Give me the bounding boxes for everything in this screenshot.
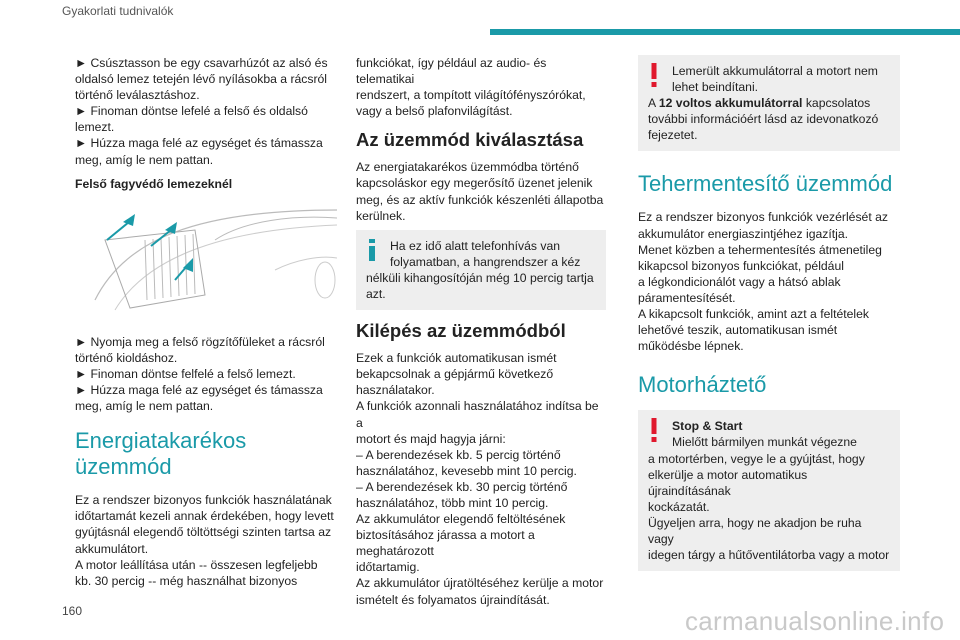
- body-line: Az akkumulátor elegendő feltöltésének: [356, 512, 566, 527]
- body-line: használatakor.: [356, 383, 435, 398]
- body-line: A motor leállítása után ‑‑ összesen legfeljebb: [75, 557, 318, 572]
- step-line: történő kioldáshoz.: [75, 350, 178, 365]
- warning-line: lehet beindítani.: [672, 80, 759, 95]
- info-note: [356, 230, 606, 310]
- front-grille-illustration: [75, 200, 337, 320]
- note-line: folyamatban, a hangrendszer a kéz: [390, 254, 581, 269]
- info-icon: [368, 239, 376, 261]
- body-line: kerülnek.: [356, 208, 406, 223]
- warning-line: elkerülje a motor automatikus újraindításának: [648, 467, 808, 498]
- body-line: akkumulátor energiaszintjéhez igazítja.: [638, 226, 849, 241]
- body-line: használatához, több mint 10 percig.: [356, 495, 549, 510]
- body-line: – A berendezések kb. 30 percig történő: [356, 479, 568, 494]
- warning-line-mixed: [648, 95, 890, 111]
- header-accent-bar: [490, 29, 960, 35]
- body-line: páramentesítését.: [638, 290, 736, 305]
- warning-note-battery: [638, 55, 900, 151]
- subheading: Felső fagyvédő lemezeknél: [75, 176, 233, 191]
- step-line: ► Húzza maga felé az egységet és támassza: [75, 136, 323, 151]
- warning-line: további információért lásd az idevonatkozó: [648, 112, 879, 127]
- body-line: Az energiatakarékos üzemmódba történő: [356, 160, 579, 175]
- body-line: – A berendezések kb. 5 percig történő: [356, 447, 561, 462]
- warning-text: kapcsolatos: [802, 96, 871, 111]
- body-line: használatához, kevesebb mint 10 percig.: [356, 463, 577, 478]
- warning-exclamation-icon: [650, 63, 658, 87]
- mode-selection-body: [356, 159, 606, 223]
- body-line: Ezek a funkciók automatikusan ismét: [356, 351, 557, 366]
- body-line: vagy a belső plafonvilágítást.: [356, 104, 513, 119]
- body-line: akkumulátort.: [75, 541, 149, 556]
- warning-line: Ügyeljen arra, hogy ne akadjon be ruha vagy: [648, 515, 862, 546]
- step-line: ► Csúsztasson be egy csavarhúzót az alsó és: [75, 56, 328, 70]
- column-1: [75, 55, 337, 595]
- section-title-load-shedding: Tehermentesítő üzemmód: [638, 171, 893, 197]
- step-line: ► Finoman döntse felfelé a felső lemezt.: [75, 366, 296, 381]
- body-line: motort és majd hagyja járni:: [356, 431, 506, 446]
- energy-saving-body: [75, 492, 337, 589]
- body-line: meg, és az aktív funkciók készenléti állapotba: [356, 192, 604, 207]
- section-title-mode-selection: Az üzemmód kiválasztása: [356, 129, 584, 151]
- note-line: Ha ez idő alatt telefonhívás van: [390, 238, 561, 253]
- body-line: Az akkumulátor újratöltéséhez kerülje a motor: [356, 576, 604, 591]
- body-line: A funkciók azonnali használatához indítsa be a: [356, 399, 599, 430]
- title-line: üzemmód: [75, 454, 172, 480]
- note-line: azt.: [366, 287, 386, 302]
- body-line: biztosításához járassa a motort a meghatározott: [356, 528, 535, 559]
- note-line: nélküli kihangosítóján még 10 percig tartja: [366, 270, 594, 285]
- body-line: bekapcsolnak a gépjármű következő: [356, 367, 554, 382]
- body-line: A kikapcsolt funkciók, amint azt a feltételek: [638, 307, 869, 322]
- intro-text: [356, 55, 606, 119]
- body-line: kikapcsol bizonyos funkciókat, például: [638, 258, 844, 273]
- step-line: lemezt.: [75, 120, 115, 135]
- column-2: [356, 55, 606, 614]
- step-line: történő leválasztáshoz.: [75, 88, 200, 103]
- warning-title: Stop & Start: [672, 419, 743, 434]
- body-line: gyújtásnál elegendő töltöttségi szinten tartsa az: [75, 525, 332, 540]
- warning-line: idegen tárgy a hűtőventilátorba vagy a motor: [648, 548, 890, 563]
- warning-exclamation-icon: [650, 418, 658, 442]
- load-shedding-body: [638, 209, 900, 354]
- body-line: funkciókat, így például az audio- és telematikai: [356, 56, 547, 87]
- step-line: ► Finoman döntse lefelé a felső és oldalsó: [75, 104, 308, 119]
- warning-line: kockázatát.: [648, 499, 710, 514]
- warning-line: Mielőtt bármilyen munkát végezne: [672, 435, 857, 450]
- step-line: oldalsó lemez tetején lévő nyílásokba a rácsról: [75, 72, 328, 87]
- body-line: időtartamig.: [356, 560, 420, 575]
- body-line: időtartamát kezeli annak érdekében, hogy levett: [75, 509, 334, 524]
- warning-line: Lemerült akkumulátorral a motort nem: [672, 64, 878, 78]
- body-line: ismételt és folyamatos újraindítását.: [356, 592, 550, 607]
- column-3: [638, 55, 900, 581]
- section-title-bonnet: Motorháztető: [638, 372, 767, 398]
- step-line: meg, amíg le nem pattan.: [75, 152, 214, 167]
- body-line: Menet közben a tehermentesítés átmenetileg: [638, 242, 882, 257]
- watermark: carmanualsonline.info: [685, 606, 945, 636]
- body-line: működésbe lépnek.: [638, 339, 744, 354]
- warning-line: a motortérben, vegye le a gyújtást, hogy: [648, 451, 865, 466]
- section-title-exit-mode: Kilépés az üzemmódból: [356, 320, 566, 342]
- page-number: 160: [62, 604, 83, 618]
- body-line: Ez a rendszer bizonyos funkciók használatának: [75, 493, 332, 508]
- step-line: meg, amíg le nem pattan.: [75, 399, 214, 414]
- warning-note-stop-start: [638, 410, 900, 571]
- warning-bold-text: 12 voltos akkumulátorral: [658, 96, 803, 111]
- steps-a: [75, 55, 337, 168]
- step-line: ► Nyomja meg a felső rögzítőfüleket a rácsról: [75, 334, 325, 349]
- section-title-energy-saving: [75, 428, 337, 480]
- body-line: a légkondicionálót vagy a hátsó ablak: [638, 274, 841, 289]
- body-line: lehetővé teszik, automatikusan ismét: [638, 323, 838, 338]
- body-line: kapcsoláskor egy megerősítő üzenet jelenik: [356, 176, 593, 191]
- exit-mode-body: [356, 350, 606, 608]
- warning-line: fejezetet.: [648, 128, 698, 143]
- warning-text: A: [648, 96, 659, 111]
- title-line: Energiatakarékos: [75, 428, 247, 454]
- header-title: Gyakorlati tudnivalók: [62, 4, 174, 18]
- step-line: ► Húzza maga felé az egységet és támassza: [75, 383, 323, 398]
- body-line: Ez a rendszer bizonyos funkciók vezérlését az: [638, 210, 888, 225]
- body-line: rendszert, a tompított világítófényszórókat,: [356, 88, 586, 103]
- body-line: kb. 30 percig ‑‑ még használhat bizonyos: [75, 573, 298, 588]
- steps-b: [75, 334, 337, 414]
